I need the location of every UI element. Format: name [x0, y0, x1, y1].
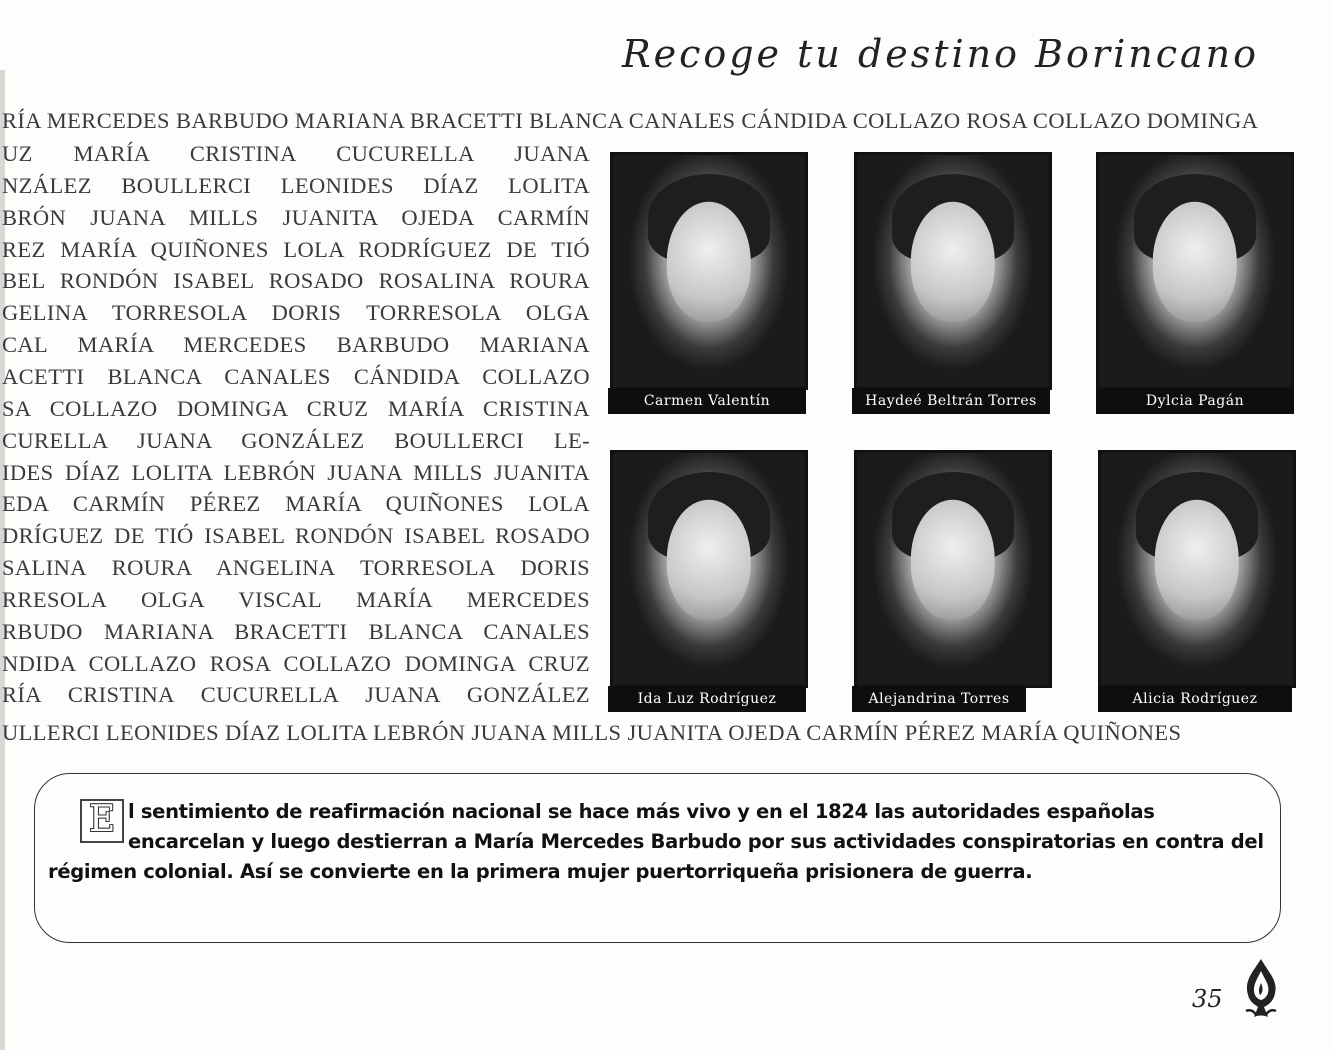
- portrait-photo-5: [854, 450, 1052, 688]
- names-column-line: IDES DÍAZ LOLITA LEBRÓN JUANA MILLS JUANITA: [2, 459, 590, 485]
- portrait-caption-6: Alicia Rodríguez: [1098, 686, 1292, 712]
- names-column-line: EDA CARMÍN PÉREZ MARÍA QUIÑONES LOLA: [2, 491, 590, 517]
- names-column-line: SALINA ROURA ANGELINA TORRESOLA DORIS: [2, 555, 590, 581]
- names-column-line: ACETTI BLANCA CANALES CÁNDIDA COLLAZO: [2, 363, 590, 389]
- portrait-face: [911, 201, 995, 322]
- portrait-face: [667, 499, 751, 620]
- info-text: l sentimiento de reafirmación nacional se hace más vivo y en el 1824 las autoridades españolas encarcelan y luego destierran a María Mercedes Barbudo por sus actividades conspiratorias en contra del régimen colonial. Así se convierte en la primera mujer puertorriqueña prisionera de guerra.: [48, 800, 1264, 883]
- portrait-photo-3: [1096, 152, 1294, 390]
- page-number: 35: [1192, 985, 1223, 1013]
- page-title: Recoge tu destino Borincano: [621, 32, 1259, 76]
- names-column-line: NZÁLEZ BOULLERCI LEONIDES DÍAZ LOLITA: [2, 172, 590, 198]
- names-column-line: UZ MARÍA CRISTINA CUCURELLA JUANA: [2, 141, 590, 166]
- portrait-face: [1153, 201, 1237, 322]
- portrait-caption-1: Carmen Valentín: [608, 388, 806, 414]
- flame-ornament-icon: [1236, 955, 1286, 1025]
- names-column-line: BRÓN JUANA MILLS JUANITA OJEDA CARMÍN: [2, 204, 590, 230]
- names-column-line: REZ MARÍA QUIÑONES LOLA RODRÍGUEZ DE TIÓ: [2, 236, 590, 262]
- portrait-caption-5: Alejandrina Torres: [852, 686, 1026, 712]
- portrait-caption-3: Dylcia Pagán: [1096, 388, 1294, 414]
- names-line-top: RÍA MERCEDES BARBUDO MARIANA BRACETTI BLANCA CANALES CÁNDIDA COLLAZO ROSA COLLAZO DOMINGA: [2, 108, 1259, 133]
- names-column-line: RRESOLA OLGA VISCAL MARÍA MERCEDES: [2, 586, 590, 612]
- names-column-line: RÍA CRISTINA CUCURELLA JUANA GONZÁLEZ: [2, 682, 590, 708]
- names-line-bottom: ULLERCI LEONIDES DÍAZ LOLITA LEBRÓN JUANA MILLS JUANITA OJEDA CARMÍN PÉREZ MARÍA QUIÑONES: [2, 720, 1182, 745]
- names-column-line: NDIDA COLLAZO ROSA COLLAZO DOMINGA CRUZ: [2, 650, 590, 676]
- portrait-caption-4: Ida Luz Rodríguez: [608, 686, 806, 712]
- names-column-line: GELINA TORRESOLA DORIS TORRESOLA OLGA: [2, 300, 590, 326]
- info-paragraph: [48, 797, 1270, 887]
- portrait-photo-4: [610, 450, 808, 688]
- portrait-caption-2: Haydeé Beltrán Torres: [852, 388, 1050, 414]
- names-column-line: BEL RONDÓN ISABEL ROSADO ROSALINA ROURA: [2, 268, 590, 294]
- portrait-face: [911, 499, 995, 620]
- names-column-line: DRÍGUEZ DE TIÓ ISABEL RONDÓN ISABEL ROSADO: [2, 523, 590, 549]
- names-column-line: SA COLLAZO DOMINGA CRUZ MARÍA CRISTINA: [2, 395, 590, 421]
- portrait-photo-1: [610, 152, 808, 390]
- names-column-line: CURELLA JUANA GONZÁLEZ BOULLERCI LE-: [2, 427, 590, 453]
- portrait-photo-2: [854, 152, 1052, 390]
- portrait-face: [667, 201, 751, 322]
- portrait-face: [1155, 499, 1239, 620]
- portrait-photo-6: [1098, 450, 1296, 688]
- names-column-line: CAL MARÍA MERCEDES BARBUDO MARIANA: [2, 332, 590, 358]
- drop-cap: E: [80, 799, 124, 843]
- names-column-line: RBUDO MARIANA BRACETTI BLANCA CANALES: [2, 618, 590, 644]
